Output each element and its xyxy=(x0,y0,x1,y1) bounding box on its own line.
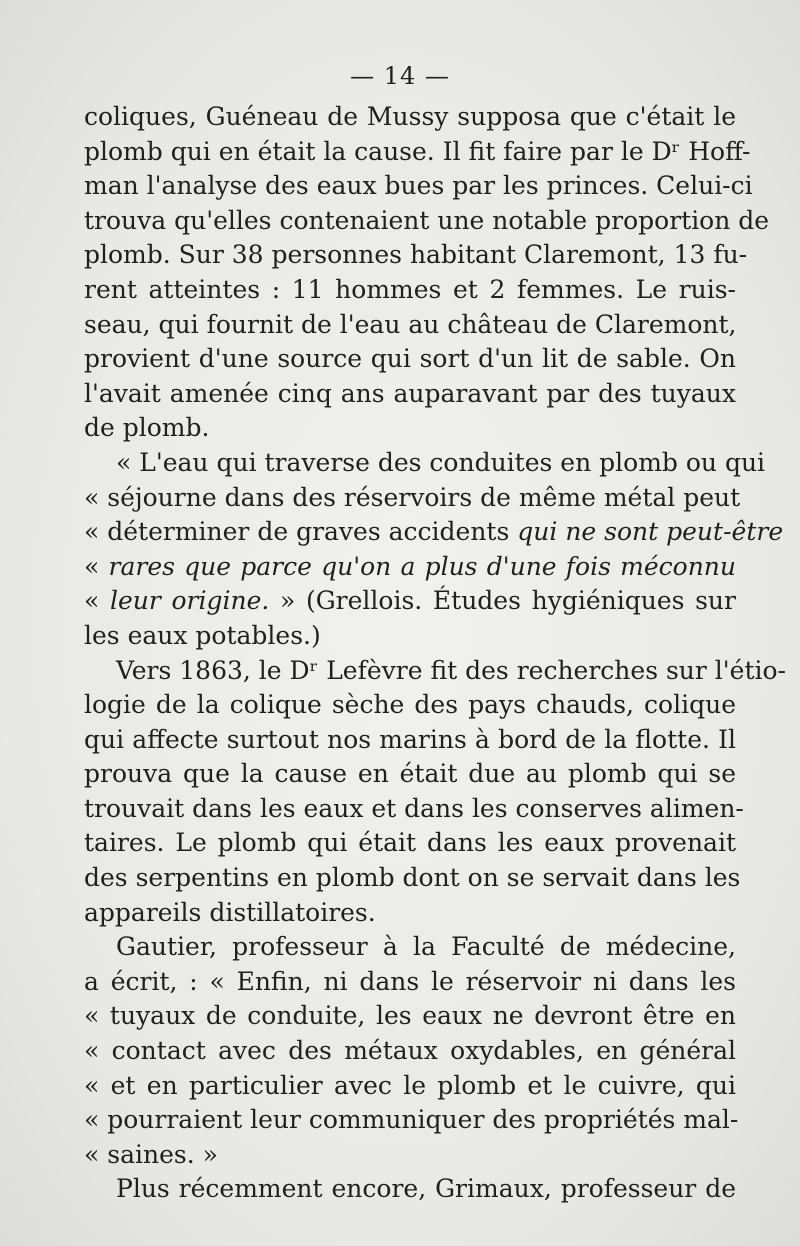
text-span: Gautier, professeur à la Faculté de médecine, xyxy=(116,932,736,962)
text-span: taires. Le plomb qui était dans les eaux provenait xyxy=(84,828,736,858)
text-span: de plomb. xyxy=(84,413,210,443)
text-line xyxy=(84,1138,736,1173)
text-line xyxy=(84,792,744,827)
text-span: a écrit, : « Enfin, ni dans le réservoir ni dans les xyxy=(84,966,736,996)
text-line xyxy=(84,584,736,619)
text-span: « déterminer de graves accidents xyxy=(84,517,518,547)
text-span: seau, qui fournit de l'eau au château de Claremont, xyxy=(84,309,737,339)
text-line xyxy=(84,377,736,412)
page-number: — 14 — xyxy=(350,62,450,90)
text-span: appareils distillatoires. xyxy=(84,897,376,927)
text-line xyxy=(84,1172,736,1207)
text-line xyxy=(84,238,748,273)
text-line xyxy=(84,135,751,170)
text-line xyxy=(84,757,736,792)
text-span: « contact avec des métaux oxydables, en général xyxy=(84,1036,736,1066)
text-line xyxy=(84,619,736,654)
text-line xyxy=(84,654,787,689)
text-span: « tuyaux de conduite, les eaux ne devront être en xyxy=(84,1001,736,1031)
text-span: l'avait amenée cinq ans auparavant par des tuyaux xyxy=(84,378,736,408)
text-line xyxy=(84,411,736,446)
text-line xyxy=(84,896,736,931)
text-line xyxy=(84,100,736,135)
text-line xyxy=(84,273,736,308)
text-span: « pourraient leur communiquer des propriétés mal- xyxy=(84,1105,739,1135)
text-span: prouva que la cause en était due au plomb qui se xyxy=(84,759,736,789)
text-span: coliques, Guéneau de Mussy supposa que c'était le xyxy=(84,102,736,131)
text-line xyxy=(84,308,736,343)
text-line xyxy=(84,1034,736,1069)
text-span: Vers 1863, le Dʳ Lefèvre fit des recherches sur l'étio- xyxy=(116,655,787,685)
italic-text: rares que parce qu'on a plus d'une fois méconnu xyxy=(108,551,736,581)
text-span: « séjourne dans des réservoirs de même métal peut xyxy=(84,482,741,512)
text-span: » (Grellois. Études hygiéniques sur xyxy=(269,586,736,616)
text-span: trouva qu'elles contenaient une notable proportion de xyxy=(84,205,770,235)
text-line xyxy=(84,861,741,896)
text-span: « xyxy=(84,586,110,616)
text-line xyxy=(84,999,736,1034)
text-span: qui affecte surtout nos marins à bord de la flotte. Il xyxy=(84,724,736,754)
text-span: man l'analyse des eaux bues par les princes. Celui-ci xyxy=(84,171,753,201)
text-line xyxy=(84,446,766,481)
text-line xyxy=(84,342,736,377)
text-span: « L'eau qui traverse des conduites en plomb ou qui xyxy=(116,447,766,477)
text-line xyxy=(84,515,784,550)
italic-text: leur origine. xyxy=(109,586,270,616)
text-span: trouvait dans les eaux et dans les conserves alimen- xyxy=(84,793,744,823)
text-span: plomb. Sur 38 personnes habitant Claremont, 13 fu- xyxy=(84,240,748,270)
text-span: rent atteintes : 11 hommes et 2 femmes. Le ruis- xyxy=(84,274,736,304)
text-line xyxy=(84,550,736,585)
text-line xyxy=(84,965,736,1000)
text-line xyxy=(84,930,736,965)
text-span: « xyxy=(84,551,109,581)
text-span: Plus récemment encore, Grimaux, professeur de xyxy=(116,1174,736,1204)
text-span: « saines. » xyxy=(84,1139,218,1169)
text-line xyxy=(84,688,736,723)
text-line xyxy=(84,204,770,239)
text-line xyxy=(84,723,736,758)
text-line xyxy=(84,169,753,204)
text-span: des serpentins en plomb dont on se servait dans les xyxy=(84,863,741,893)
text-line xyxy=(84,1069,736,1104)
text-line xyxy=(84,826,736,861)
text-span: « et en particulier avec le plomb et le cuivre, qui xyxy=(84,1070,736,1100)
text-span: plomb qui en était la cause. Il fit faire par le Dʳ Hoff- xyxy=(84,136,751,166)
italic-text: qui ne sont peut-être xyxy=(517,517,784,547)
text-line xyxy=(84,481,741,516)
text-span: provient d'une source qui sort d'un lit de sable. On xyxy=(84,344,736,374)
text-span: les eaux potables.) xyxy=(84,620,321,650)
text-span: logie de la colique sèche des pays chauds, colique xyxy=(84,690,736,720)
text-line xyxy=(84,1103,739,1138)
body-text xyxy=(84,100,787,1207)
